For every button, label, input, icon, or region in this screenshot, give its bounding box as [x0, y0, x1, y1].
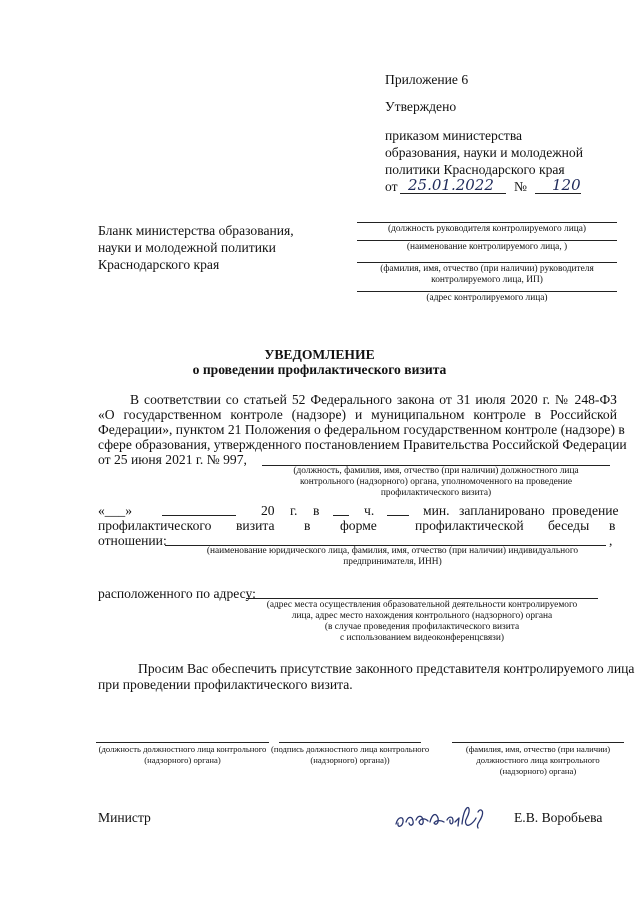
- request-line-2: при проведении профилактического визита.: [98, 677, 353, 692]
- addressee-caption-address: (адрес контролируемого лица): [426, 293, 548, 303]
- entity-caption-1: (наименование юридического лица, фамилия, имя, отчество (при наличии) индивидуального: [206, 546, 579, 556]
- letterhead-line-1: Бланк министерства образования,: [98, 223, 294, 238]
- order-line-3: политики Краснодарского края: [385, 162, 565, 177]
- signature-line-sign: [279, 742, 421, 743]
- order-date-underline: [400, 193, 506, 194]
- visit-word-5: профилактической: [415, 518, 524, 533]
- order-date: 25.01.2022: [408, 176, 494, 194]
- date-year-suffix: г.: [290, 503, 298, 518]
- addressee-caption-head-1: (фамилия, имя, отчество (при наличии) руководителя: [380, 264, 594, 274]
- request-line-1: Просим Вас обеспечить присутствие законного представителя контролируемого лица: [138, 661, 635, 676]
- date-planned: запланировано: [459, 503, 545, 518]
- date-minute-blank: [387, 515, 409, 516]
- date-hour-label: ч.: [364, 503, 375, 518]
- appendix-number: Приложение 6: [385, 72, 469, 87]
- order-number-label: №: [514, 179, 527, 194]
- date-month-blank: [162, 515, 236, 516]
- handwritten-signature: [392, 798, 492, 834]
- addressee-line-3: [357, 262, 617, 263]
- visit-word-1: профилактического: [98, 518, 212, 533]
- order-line-2: образования, науки и молодежной: [385, 145, 583, 160]
- letterhead-line-2: науки и молодежной политики: [98, 240, 276, 255]
- signature-caption-position-2: (надзорного) органа): [144, 755, 221, 765]
- order-number: 120: [552, 176, 581, 194]
- minister-name: Е.В. Воробьева: [514, 810, 603, 825]
- addressee-caption-name: (наименование контролируемого лица, ): [406, 242, 568, 252]
- address-label: расположенного по адресу:: [98, 586, 256, 601]
- signature-caption-name-2: должностного лица контрольного: [476, 755, 600, 765]
- order-from-label: от: [385, 179, 398, 194]
- addressee-caption-head-2: контролируемого лица, ИП): [431, 275, 543, 285]
- date-day-blank: «___»: [98, 503, 132, 518]
- minister-title: Министр: [98, 810, 151, 825]
- approved-label: Утверждено: [385, 99, 457, 114]
- official-caption-2: контрольного (надзорного) органа, уполномоченного на проведение: [299, 477, 572, 487]
- entity-caption-2: предпринимателя, ИНН): [343, 557, 442, 567]
- addressee-caption-position: (должность руководителя контролируемого лица): [387, 224, 587, 234]
- signature-caption-position-1: (должность должностного лица контрольного: [98, 744, 267, 754]
- date-conduct: проведение: [552, 503, 619, 518]
- signature-line-position: [96, 742, 269, 743]
- address-caption-4: с использованием видеоконференцсвязи): [339, 633, 505, 643]
- visit-word-4: форме: [340, 518, 377, 533]
- addressee-line-4: [357, 291, 617, 292]
- order-line-1: приказом министерства: [385, 128, 523, 143]
- official-caption-1: (должность, фамилия, имя, отчество (при наличии) должностного лица: [293, 466, 579, 476]
- address-caption-2: лица, адрес место нахождения контрольного (надзорного) органа: [291, 611, 553, 621]
- intro-line-2: «О государственном контроле (надзоре) и муниципальном контроле в Российской: [98, 407, 617, 422]
- visit-word-3: в: [304, 518, 311, 533]
- date-hour-blank: [333, 515, 349, 516]
- addressee-line-2: [357, 240, 617, 241]
- addressee-line-1: [357, 222, 617, 223]
- signature-line-name: [452, 742, 624, 743]
- intro-line-1: В соответствии со статьей 52 Федерального закона от 31 июля 2020 г. № 248-ФЗ: [130, 392, 617, 407]
- intro-line-3: Федерации», пунктом 21 Положения о федеральном государственном контроле (надзоре) в: [98, 422, 625, 437]
- regarding-label: отношении:: [98, 533, 167, 548]
- visit-word-7: в: [609, 518, 616, 533]
- date-year-prefix: 20: [261, 503, 275, 518]
- signature-caption-name-3: (надзорного) органа): [499, 766, 577, 776]
- intro-line-4: сфере образования, утвержденного постановлением Правительства Российской Федерации: [98, 437, 627, 452]
- order-number-underline: [535, 193, 581, 194]
- official-caption-3: профилактического визита): [380, 488, 492, 498]
- visit-word-6: беседы: [548, 518, 590, 533]
- address-caption-1: (адрес места осуществления образовательной деятельности контролируемого: [266, 600, 578, 610]
- regarding-comma: ,: [609, 533, 613, 548]
- intro-line-5: от 25 июня 2021 г. № 997,: [98, 452, 247, 467]
- signature-caption-sign-1: (подпись должностного лица контрольного: [271, 744, 430, 754]
- date-at: в: [313, 503, 320, 518]
- address-caption-3: (в случае проведения профилактического визита: [324, 622, 520, 632]
- date-minute-label: мин.: [423, 503, 450, 518]
- visit-word-2: визита: [236, 518, 275, 533]
- signature-caption-sign-2: (надзорного) органа)): [310, 755, 390, 765]
- signature-caption-name-1: (фамилия, имя, отчество (при наличии): [465, 744, 611, 754]
- letterhead-line-3: Краснодарского края: [98, 257, 220, 272]
- document-subtitle: о проведении профилактического визита: [192, 362, 447, 377]
- document-title: УВЕДОМЛЕНИЕ: [264, 347, 375, 362]
- address-blank-line: [246, 598, 598, 599]
